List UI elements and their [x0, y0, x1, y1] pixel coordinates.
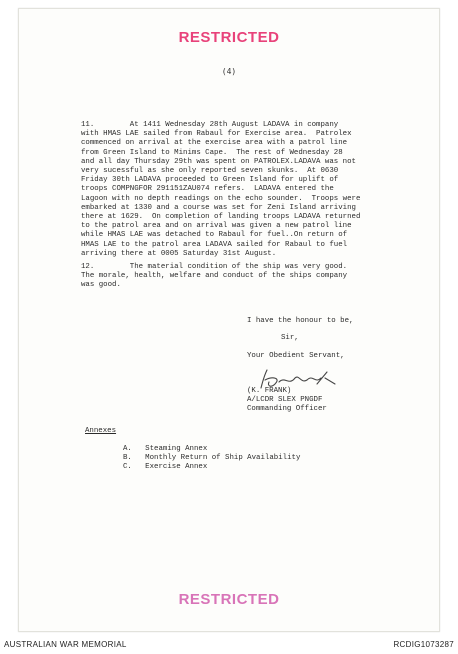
signatory-role: Commanding Officer — [247, 405, 327, 413]
text-line: to the patrol area and on arrival was given a new patrol line — [81, 222, 352, 231]
text-line: commenced on arrival at the exercise area with a patrol line — [81, 139, 348, 148]
page-number: (4) — [221, 67, 237, 76]
text-line: 12. The material condition of the ship was very good. — [81, 263, 348, 271]
text-line: 11. At 1411 Wednesday 28th August LADAVA in company — [81, 121, 339, 129]
text-line: and all day Thursday 29th was spent on PATROLEX.LADAVA was not — [81, 157, 356, 166]
annexes-heading: Annexes — [85, 427, 117, 435]
text-line: from Green Island to Minims Cape. The rest of Wednesday 28 — [81, 148, 343, 157]
text-line: with HMAS LAE sailed from Rabaul for Exercise area. Patrolex — [81, 130, 352, 139]
paragraph-12 — [81, 263, 347, 291]
text-line: troops COMPNGFOR 291151ZAU074 refers. LADAVA entered the — [81, 185, 334, 194]
signatory-rank: A/LCDR SLEX PNGDF — [247, 396, 323, 404]
text-line: Lagoon with no depth readings on the echo sounder. Troops were — [81, 194, 361, 203]
annex-item: A. Steaming Annex — [123, 445, 208, 453]
annex-item: C. Exercise Annex — [123, 463, 208, 471]
closing-servant: Your Obedient Servant, — [247, 352, 345, 360]
text-line: embarked at 1330 and a course was set for Zeni Island arriving — [81, 203, 356, 212]
restricted-stamp-top: RESTRICTED — [178, 29, 280, 46]
text-line: Friday 30th LADAVA proceeded to Green Island for uplift of — [81, 176, 339, 185]
archive-credit: AUSTRALIAN WAR MEMORIAL — [4, 640, 127, 649]
text-line: very sucessful as she only reported seven skunks. At 0630 — [81, 167, 339, 176]
restricted-stamp-bottom: RESTRICTED — [178, 591, 280, 608]
text-line: there at 1629. On completion of landing troops LADAVA returned — [81, 213, 361, 222]
paragraph-11 — [81, 121, 360, 259]
closing-honour: I have the honour to be, — [247, 317, 354, 325]
signatory-name: (K. FRANK) — [247, 387, 292, 395]
text-line: was good. — [81, 281, 121, 290]
annex-item: B. Monthly Return of Ship Availability — [123, 454, 301, 462]
text-line: arriving there at 0005 Saturday 31st August. — [81, 249, 277, 258]
document-page — [18, 8, 440, 632]
archive-reference: RCDIG1073287 — [393, 640, 454, 649]
closing-sir: Sir, — [281, 334, 299, 342]
text-line: while HMAS LAE was detached to Rabaul for fuel..On return of — [81, 231, 348, 240]
text-line: HMAS LAE to the patrol area LADAVA sailed for Rabaul to fuel — [81, 240, 348, 249]
text-line: The morale, health, welfare and conduct of the ships company — [81, 272, 348, 281]
